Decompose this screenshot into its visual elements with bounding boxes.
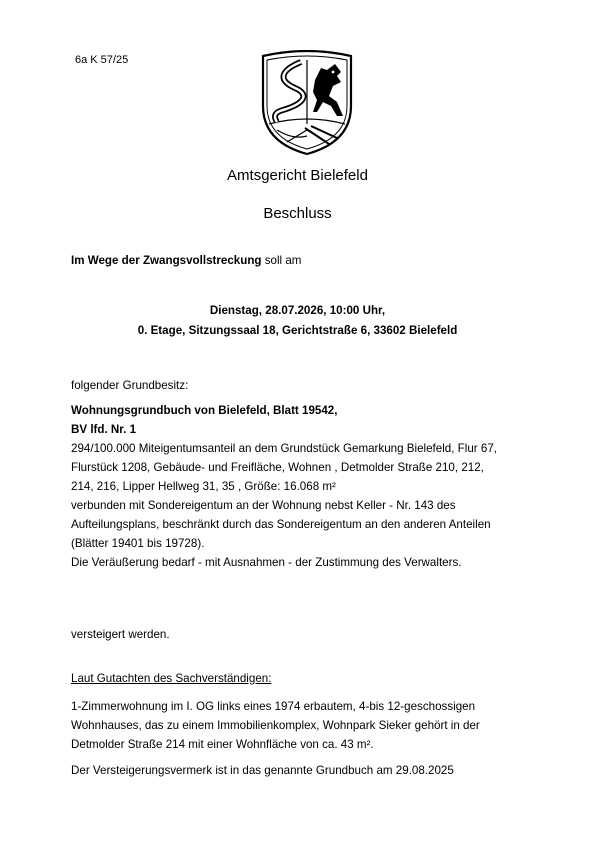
land-register-title: Wohnungsgrundbuch von Bielefeld, Blatt 19542,: [71, 404, 338, 417]
appraisal-heading: Laut Gutachten des Sachverständigen:: [71, 672, 272, 685]
appraisal-line: Wohnhauses, das zu einem Immobilienkomplex, Wohnpark Sieker gehört in der: [71, 719, 480, 732]
appraisal-block: [71, 697, 541, 754]
auction-phrase: versteigert werden.: [71, 628, 170, 641]
land-register-line: (Blätter 19401 bis 19728).: [71, 537, 205, 550]
land-register-line: Die Veräußerung bedarf - mit Ausnahmen - der Zustimmung des Verwalters.: [71, 556, 462, 569]
property-intro: folgender Grundbesitz:: [71, 379, 189, 392]
coat-of-arms-icon: [257, 50, 357, 158]
intro-rest: soll am: [261, 254, 302, 267]
file-reference: 6a K 57/25: [75, 54, 129, 66]
appraisal-line: Detmolder Straße 214 mit einer Wohnfläche von ca. 43 m².: [71, 738, 374, 751]
intro-bold: Im Wege der Zwangsvollstreckung: [71, 254, 262, 267]
registration-note: Der Versteigerungsvermerk ist in das genannte Grundbuch am 29.08.2025: [71, 764, 454, 777]
land-register-entry: BV lfd. Nr. 1: [71, 423, 137, 436]
appointment-location: 0. Etage, Sitzungssaal 18, Gerichtstraße 6, 33602 Bielefeld: [137, 324, 458, 337]
land-register-line: Aufteilungsplans, beschränkt durch das Sondereigentum an den anderen Anteilen: [71, 518, 491, 531]
land-register-line: verbunden mit Sondereigentum an der Wohnung nebst Keller - Nr. 143 des: [71, 499, 456, 512]
appraisal-line: 1-Zimmerwohnung im I. OG links eines 1974 erbautem, 4-bis 12-geschossigen: [71, 700, 476, 713]
land-register-block: [71, 401, 541, 572]
land-register-line: Flurstück 1208, Gebäude- und Freifläche, Wohnen , Detmolder Straße 210, 212,: [71, 461, 484, 474]
decision-title: Beschluss: [263, 205, 332, 222]
intro-line: [71, 254, 301, 267]
court-name: Amtsgericht Bielefeld: [227, 167, 368, 184]
appointment-date: Dienstag, 28.07.2026, 10:00 Uhr,: [209, 304, 386, 317]
land-register-line: 294/100.000 Miteigentumsanteil an dem Grundstück Gemarkung Bielefeld, Flur 67,: [71, 442, 497, 455]
land-register-line: 214, 216, Lipper Hellweg 31, 35 , Größe: 16.068 m²: [71, 480, 336, 493]
